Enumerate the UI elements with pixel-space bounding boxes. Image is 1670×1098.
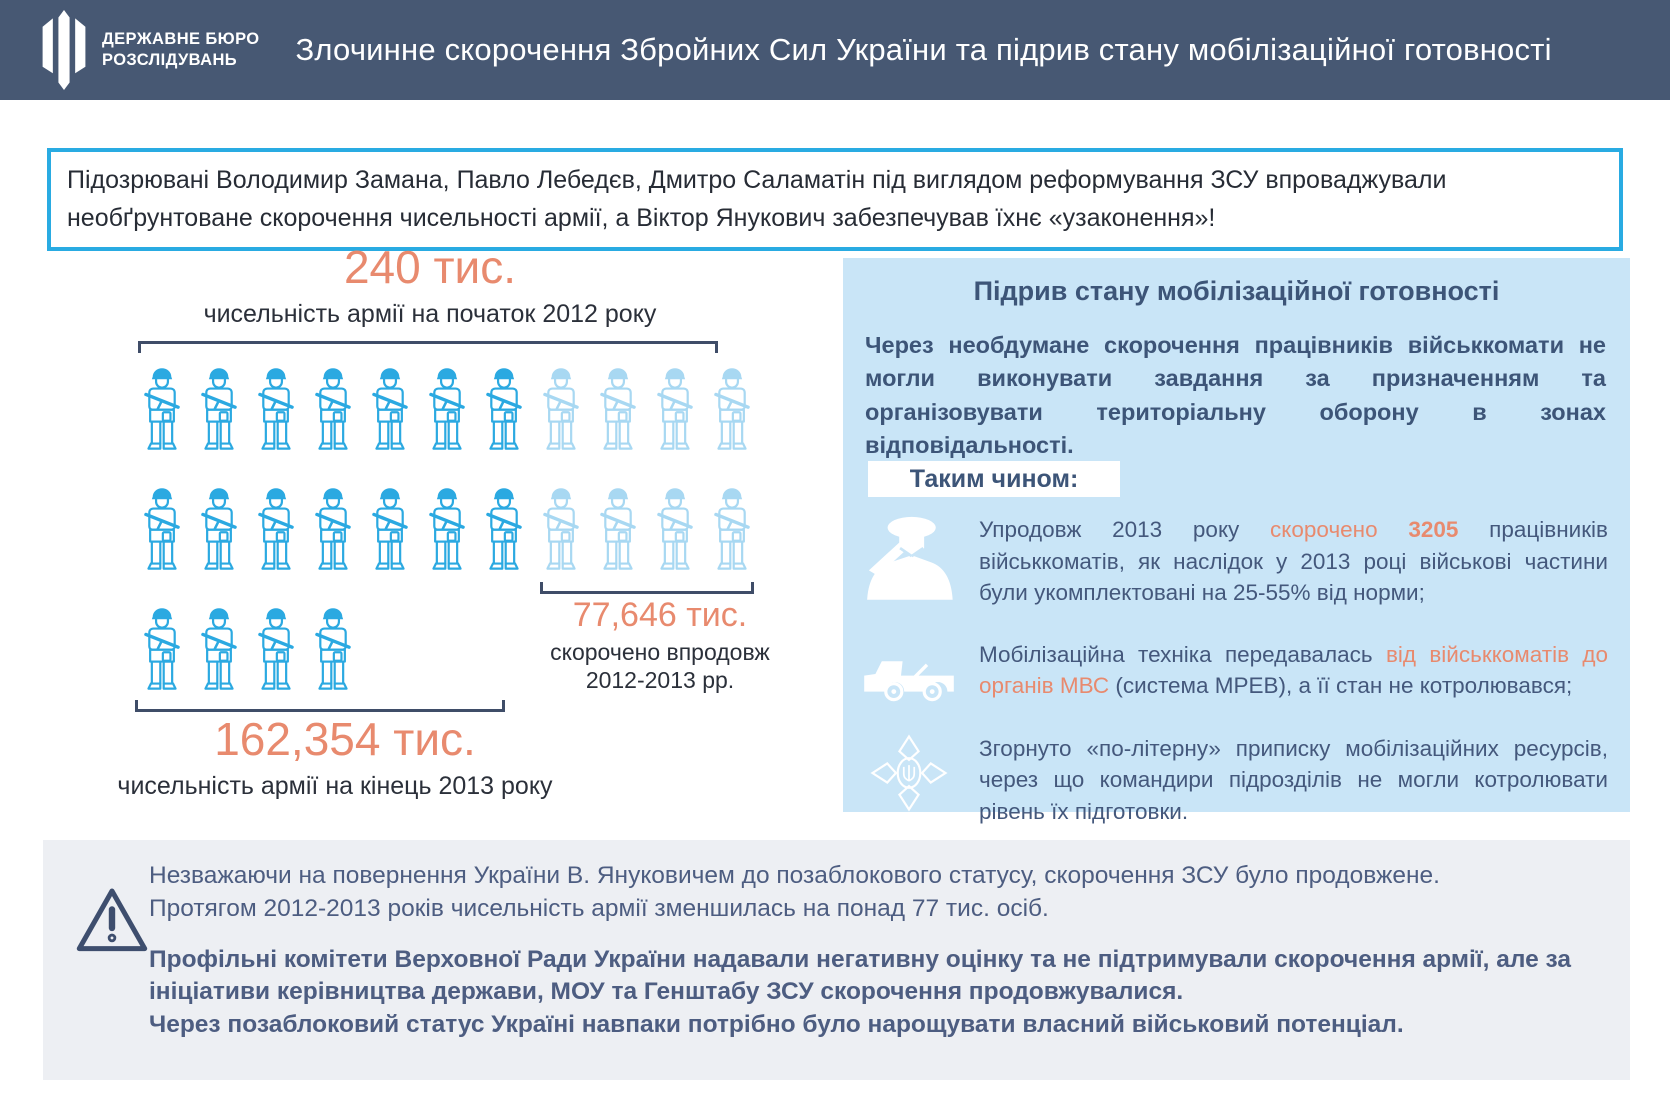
soldier-icon bbox=[653, 358, 697, 458]
soldier-icon bbox=[311, 358, 355, 458]
armed-forces-emblem-icon bbox=[859, 733, 959, 813]
soldier-row bbox=[140, 358, 754, 458]
start-label: чисельність армії на початок 2012 року bbox=[203, 300, 657, 328]
soldier-icon bbox=[254, 598, 298, 698]
soldier-icon bbox=[311, 598, 355, 698]
soldier-icon bbox=[368, 478, 412, 578]
panel-bullets bbox=[859, 514, 1612, 857]
saluting-officer-icon bbox=[859, 514, 959, 600]
bullet-equipment-text bbox=[979, 639, 1608, 702]
bullet-registry bbox=[859, 733, 1612, 828]
soldier-icon bbox=[539, 478, 583, 578]
soldier-icon bbox=[482, 478, 526, 578]
soldier-icon bbox=[197, 478, 241, 578]
bullet-registry-text: Згорнуто «по-літерну» приписку мобілізаційних ресурсів, через що командири підрозділів не могли котролювати рівень їх підготовки. bbox=[979, 735, 1608, 824]
footer-bold-block bbox=[149, 944, 1596, 1042]
reduced-label-line1: скорочено впродовж bbox=[550, 639, 770, 665]
soldier-icon bbox=[254, 478, 298, 578]
bullet-2-highlight: від військкоматів до органів МВС bbox=[979, 641, 1608, 698]
end-value: 162,354 тис. bbox=[214, 713, 476, 765]
panel-title: Підрив стану мобілізаційної готовності bbox=[973, 276, 1500, 306]
logo-line-2: РОЗСЛІДУВАНЬ bbox=[102, 51, 238, 69]
footer-bold-2: Через позаблоковий статус Україні навпаки потрібно було нарощувати власний військовий потенціал. bbox=[149, 1011, 1404, 1039]
soldier-icon bbox=[140, 598, 184, 698]
mobilization-panel bbox=[843, 258, 1630, 824]
jeep-icon bbox=[859, 645, 959, 703]
bullet-2-pre: Мобілізаційна техніка передавалась bbox=[979, 641, 1386, 667]
footer-text bbox=[149, 860, 1596, 1042]
warning-triangle-icon bbox=[75, 886, 149, 964]
soldier-icon bbox=[368, 358, 412, 458]
soldier-icon bbox=[710, 478, 754, 578]
bracket-reduced bbox=[540, 582, 754, 594]
soldier-icon bbox=[425, 358, 469, 458]
panel-intro: Через необдумане скорочення працівників військкомати не могли виконувати завдання за призначенням та організовувати територіальну оборону в зонах відповідальності. bbox=[865, 332, 1606, 459]
soldier-icon bbox=[596, 358, 640, 458]
soldier-icon bbox=[710, 358, 754, 458]
reduced-label-line2: 2012-2013 рр. bbox=[585, 667, 735, 693]
soldier-icon bbox=[140, 478, 184, 578]
end-label: чисельність армії на кінець 2013 року bbox=[117, 772, 553, 800]
thus-label-box: Таким чином: bbox=[868, 461, 1120, 497]
start-value: 240 тис. bbox=[343, 241, 517, 293]
dbr-logo-text bbox=[102, 29, 260, 70]
page-title: Злочинне скорочення Збройних Сил України та підрив стану мобілізаційної готовності bbox=[295, 32, 1552, 67]
soldier-icon bbox=[653, 478, 697, 578]
bracket-total bbox=[138, 341, 718, 353]
footer-bold-1: Профільні комітети Верховної Ради України надавали негативну оцінку та не підтримували скорочення армії, але за ініціативи керівництва держави, МОУ та Генштабу ЗСУ скорочення продовжувалися. bbox=[149, 945, 1572, 1006]
soldier-icon bbox=[539, 358, 583, 458]
header-bar bbox=[0, 0, 1670, 100]
bullet-1-pre: Упродовж 2013 року bbox=[979, 517, 1271, 542]
suspects-text: Підозрювані Володимир Замана, Павло Лебедєв, Дмитро Саламатін під виглядом реформування ЗСУ впроваджували необґрунтоване скорочення чисельності армії, а Віктор Янукович забезпечував їхнє «узаконення»! bbox=[67, 166, 1447, 232]
soldier-row bbox=[140, 598, 355, 698]
bullet-reduction bbox=[859, 514, 1612, 609]
soldier-row bbox=[140, 478, 754, 578]
suspects-callout bbox=[47, 148, 1623, 251]
footer-line-2: Протягом 2012-2013 років чисельність армії зменшилась на понад 77 тис. осіб. bbox=[149, 894, 1049, 922]
bullet-1-number: 3205 bbox=[1408, 517, 1459, 542]
dbr-logo-icon bbox=[40, 10, 88, 90]
footer-line-1: Незважаючи на повернення України В. Януковичем до позаблокового статусу, скорочення ЗСУ було продовжене. bbox=[149, 862, 1440, 889]
bullet-1-post: працівників військкоматів, як наслідок у 2013 році військові частини були укомплектовані на 25-55% від норми; bbox=[979, 517, 1608, 605]
soldier-icon bbox=[425, 478, 469, 578]
footer-note bbox=[43, 840, 1630, 1080]
soldier-icon bbox=[197, 598, 241, 698]
bullet-1-highlight: скорочено bbox=[1270, 517, 1409, 542]
soldier-icon bbox=[596, 478, 640, 578]
soldier-icon bbox=[482, 358, 526, 458]
bullet-equipment bbox=[859, 639, 1612, 703]
soldier-icon bbox=[140, 358, 184, 458]
army-pictograph bbox=[80, 240, 820, 818]
soldier-icon bbox=[254, 358, 298, 458]
bracket-end bbox=[135, 700, 505, 712]
logo-line-1: ДЕРЖАВНЕ БЮРО bbox=[102, 30, 260, 49]
soldier-icon bbox=[311, 478, 355, 578]
reduced-value: 77,646 тис. bbox=[572, 596, 748, 634]
bullet-reduction-text bbox=[979, 514, 1608, 609]
bullet-2-post: (система МРЕВ), а її стан не котролювався; bbox=[1109, 673, 1573, 698]
soldier-icon bbox=[197, 358, 241, 458]
